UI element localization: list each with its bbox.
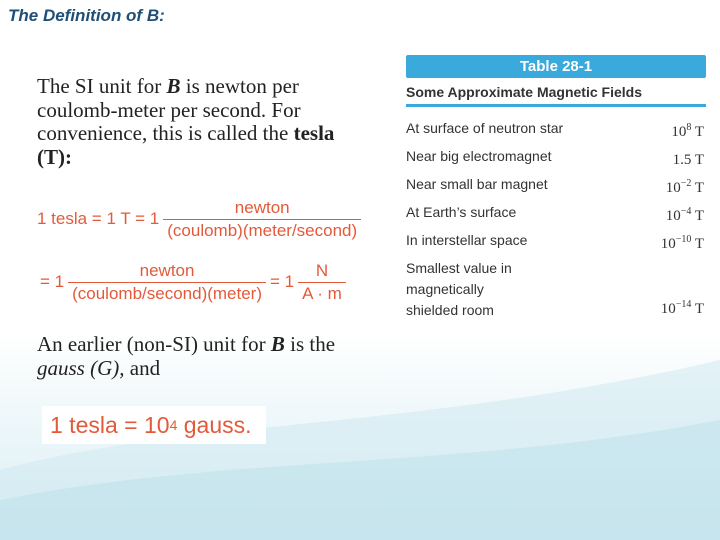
para2-mid: is the xyxy=(284,332,336,356)
row-field-value xyxy=(661,228,706,256)
row-value-base: 10 xyxy=(660,236,676,252)
row-value-unit: T xyxy=(691,124,704,140)
table-row xyxy=(406,200,706,228)
para2-post: and xyxy=(124,355,161,380)
term-tesla: tesla (T): xyxy=(37,121,335,169)
eq2-mid: = 1 xyxy=(270,272,295,291)
term-gauss: gauss (G), xyxy=(37,355,125,380)
para1-pre: The SI unit for xyxy=(37,74,167,98)
row-value-base: 10 xyxy=(665,208,681,224)
symbol-b-2: B xyxy=(270,332,285,356)
table-caption: Some Approximate Magnetic Fields xyxy=(406,84,642,100)
equation-tesla-gauss xyxy=(42,406,266,444)
paragraph-gauss xyxy=(37,333,367,380)
symbol-b: B xyxy=(166,74,181,98)
para1-mid: is newton per coulomb-meter per second. For convenience, this is called the xyxy=(37,74,301,145)
equation-tesla-ampere xyxy=(40,256,384,308)
table-row xyxy=(406,116,706,144)
eq2-numerator: newton xyxy=(139,260,195,280)
eq2-numerator-2: N xyxy=(315,260,329,280)
table-divider xyxy=(406,104,706,107)
row-value-unit: T xyxy=(691,301,704,317)
magnetic-fields-table xyxy=(398,40,720,323)
eq2-fraction xyxy=(68,261,266,304)
row-value-exponent: −14 xyxy=(675,299,692,310)
eq2-fraction-2 xyxy=(298,261,346,304)
table-row xyxy=(406,228,706,256)
row-value-unit: T xyxy=(691,208,704,224)
eq3-exponent: 4 xyxy=(169,417,178,433)
row-value-unit: T xyxy=(691,152,704,168)
row-field-value xyxy=(661,293,706,321)
table-row xyxy=(406,172,706,200)
row-value-exponent: −10 xyxy=(675,234,692,245)
eq3-tail: gauss. xyxy=(177,411,252,438)
row-location: Smallest value in magnetically shielded room xyxy=(406,260,512,318)
row-location: At Earth’s surface xyxy=(406,204,517,220)
row-field-value xyxy=(671,116,706,144)
eq3-base: 1 tesla = 10 xyxy=(50,411,170,438)
row-value-unit: T xyxy=(691,180,704,196)
slide-title: The Definition of B: xyxy=(8,6,165,25)
row-value-unit: T xyxy=(691,236,704,252)
row-location: Near big electromagnet xyxy=(406,148,552,164)
table-rows xyxy=(406,116,706,321)
row-value-exponent: −4 xyxy=(680,206,692,217)
equation-tesla-definition xyxy=(37,196,384,242)
eq1-left: 1 tesla = 1 T = 1 xyxy=(37,209,160,228)
row-location: At surface of neutron star xyxy=(406,120,564,136)
paragraph-si-unit xyxy=(37,75,367,169)
table-row xyxy=(406,256,706,321)
row-field-value xyxy=(666,172,706,200)
eq1-denominator: (coulomb)(meter/second) xyxy=(163,219,361,241)
row-field-value xyxy=(673,144,706,172)
para2-pre: An earlier (non-SI) unit for xyxy=(37,332,271,356)
row-field-value xyxy=(666,200,706,228)
row-value-base: 10 xyxy=(665,180,681,196)
row-value-base: 10 xyxy=(671,124,687,140)
eq2-denominator: (coulomb/second)(meter) xyxy=(68,282,266,304)
row-value-exponent: 8 xyxy=(686,122,692,133)
row-location: In interstellar space xyxy=(406,232,528,248)
eq2-left: = 1 xyxy=(40,272,65,291)
row-value-exponent: −2 xyxy=(680,178,692,189)
row-value-base: 1.5 xyxy=(672,152,692,168)
table-row xyxy=(406,144,706,172)
table-header: Table 28-1 xyxy=(406,55,706,78)
eq2-denominator-2: A · m xyxy=(298,282,346,304)
row-value-base: 10 xyxy=(660,301,676,317)
eq1-numerator: newton xyxy=(234,197,290,217)
row-location: Near small bar magnet xyxy=(406,176,548,192)
eq1-fraction xyxy=(163,198,361,241)
